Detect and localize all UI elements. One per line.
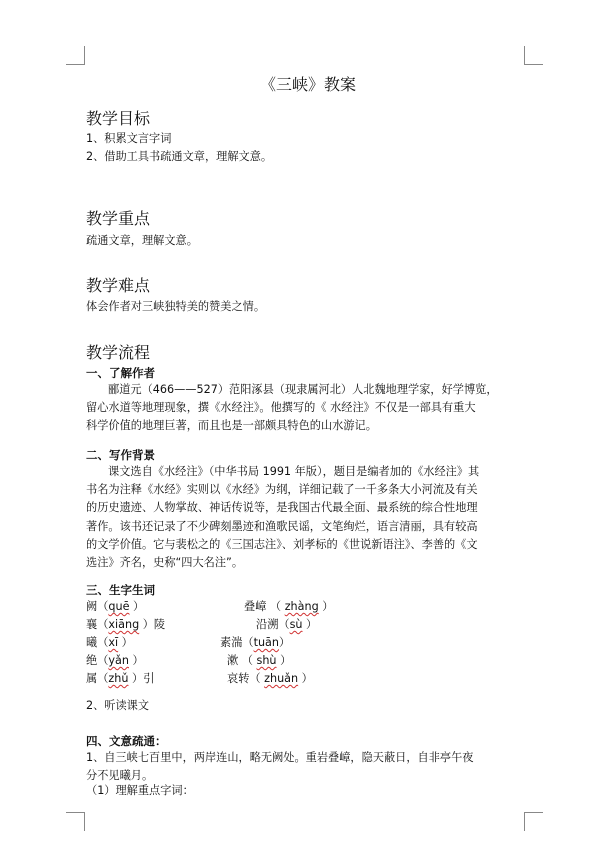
key-points-text: 疏通文章，理解文意。 [86,234,198,247]
objective-item-1: 1、积累文言字词 [86,132,172,145]
vocab-right-5: 哀转（ zhuǎn ） [227,672,313,685]
pinyin: zhuǎn [264,672,299,685]
background-line-1: 课文选自《水经注》（中华书局 1991 年版），题目是编者加的《水经注》其 [108,465,480,478]
pinyin: sù [289,618,303,631]
vocab-right-2: 沿溯（sù ） [256,618,318,631]
heading-author: 一、了解作者 [86,366,155,380]
vocab-left-2: 襄（xiāng ）陵 [86,618,166,631]
heading-objectives: 教学目标 [86,109,151,128]
page-corner-mark-top-right [524,46,543,65]
heading-difficulties: 教学难点 [86,276,151,295]
background-line-2: 书名为注释《水经》实则以《水经》为纲，详细记载了一千多条大小河流及有关 [86,483,478,497]
author-line-3: 科学价值的地理巨著，而且也是一部颇具特色的山水游记。 [86,419,377,433]
comprehension-subheading: （1）理解重点字词： [86,784,194,797]
pinyin: yǎn [108,654,129,667]
heading-comprehension: 四、文意疏通： [86,734,167,748]
difficulties-text: 体会作者对三峡独特美的赞美之情。 [86,300,266,313]
vocab-left-5: 属（zhǔ ）引 [86,672,155,685]
heading-process: 教学流程 [86,343,151,362]
vocab-left-3: 曦（xī ） [86,636,133,649]
author-paragraph [86,381,526,436]
page-corner-mark-bottom-left [66,812,85,831]
author-line-2: 留心水道等地理现象，撰《水经注》。他撰写的《 水经注》不仅是一部具有重大 [86,401,476,415]
pinyin: xī [108,636,119,649]
pinyin: quē [108,600,130,613]
vocab-right-1: 叠嶂 （ zhàng ） [244,600,334,613]
objective-item-2: 2、借助工具书疏通文章，理解文意。 [86,150,273,163]
pinyin: tuān [253,636,280,649]
background-line-3: 的历史遗迹、人物掌故、神话传说等，是我国古代最全面、最系统的综合性地理 [86,501,478,515]
page-corner-mark-top-left [66,46,85,65]
background-line-4: 著作。该书还记录了不少碑刻墨迹和渔歌民谣，文笔绚烂，语言清丽，具有较高 [86,519,478,533]
comprehension-line-1: 1、自三峡七百里中，两岸连山，略无阙处。重岩叠嶂，隐天蔽日，自非亭午夜 [86,751,474,764]
vocab-right-3: 素湍（tuān） [220,636,291,649]
comprehension-paragraph [86,749,526,785]
background-line-6: 选注》齐名，史称“四大名注”。 [86,556,244,570]
background-paragraph [86,463,526,572]
vocab-left-1: 阙（quē ） [86,600,145,613]
heading-background: 二、写作背景 [86,448,155,462]
page-corner-mark-bottom-right [524,812,543,831]
pinyin: xiāng [108,618,140,631]
listen-item: 2、听读课文 [86,699,150,712]
vocab-right-4: 漱 （ shù ） [227,654,292,667]
pinyin: shù [256,654,277,667]
heading-key-points: 教学重点 [86,209,151,228]
author-line-1: 郦道元（466——527）范阳涿县（现隶属河北）人北魏地理学家，好学博览， [108,383,498,396]
comprehension-line-2: 分不见曦月。 [86,769,154,783]
pinyin: zhàng [284,600,319,613]
heading-vocabulary: 三、生字生词 [86,583,155,597]
document-title: 《三峡》教案 [259,75,356,94]
background-line-5: 的文学价值。它与裴松之的《三国志注》、刘孝标的《世说新语注》、李善的《文 [86,537,478,551]
vocab-left-4: 绝（yǎn ） [86,654,144,667]
pinyin: zhǔ [108,672,129,685]
